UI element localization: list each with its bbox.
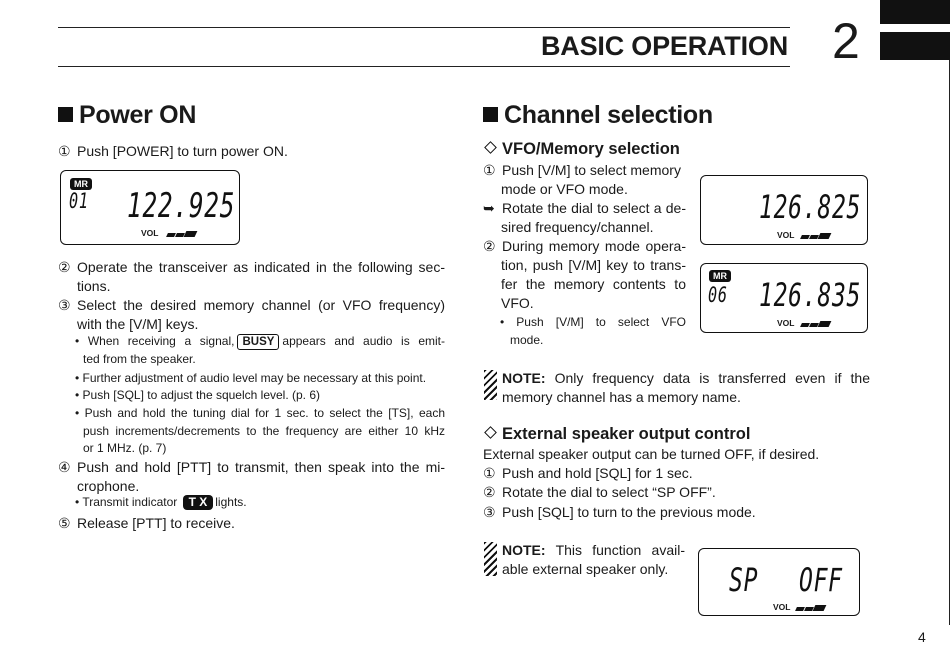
note-hatch-icon xyxy=(484,542,497,576)
bullet-tuning-step: • Push and hold the tuning dial for 1 sec. to select the [TS], each push increments/decrements to the frequency are either 10 kHz or 1 MHz. (p. 7) xyxy=(75,406,445,455)
header-rule-bottom xyxy=(58,66,790,67)
vol-bars-icon xyxy=(801,321,830,327)
diamond-bullet-icon xyxy=(484,426,497,439)
page-number: 4 xyxy=(918,629,926,645)
note-external-speaker: NOTE: This function avail- able external speaker only. xyxy=(502,542,685,577)
lcd-frequency: 122.925 xyxy=(127,186,236,226)
ext-step-1: ① Push and hold [SQL] for 1 sec. xyxy=(483,465,693,481)
vol-label: VOL xyxy=(777,230,795,240)
lcd-channel: 01 xyxy=(69,189,89,213)
step-5: ⑤ Release [PTT] to receive. xyxy=(58,515,235,531)
mr-badge: MR xyxy=(709,270,731,282)
vfo-step-2: ② During memory mode opera- tion, push [V/M] key to trans- fer the memory contents to VFO. xyxy=(483,238,686,311)
square-bullet-icon xyxy=(483,107,498,122)
step-4: ④ Push and hold [PTT] to transmit, then speak into the mi- crophone. xyxy=(58,459,445,494)
step-2: ② Operate the transceiver as indicated in the following sec- tions. xyxy=(58,259,445,294)
bullet-audio-level: • Further adjustment of audio level may be necessary at this point. xyxy=(75,371,427,385)
step-1: ① Push [POWER] to turn power ON. xyxy=(58,143,288,159)
step-3: ③ Select the desired memory channel (or VFO frequency) with the [V/M] keys. xyxy=(58,297,445,332)
lcd-frequency: 126.825 xyxy=(759,188,862,226)
vol-label: VOL xyxy=(777,318,795,328)
note-memory-name: NOTE: Only frequency data is transferred even if the memory channel has a memory name. xyxy=(502,370,871,405)
lcd-display-memory-transfer xyxy=(700,263,868,333)
lcd-display-sp-off xyxy=(698,548,860,616)
ext-intro: External speaker output can be turned OFF, if desired. xyxy=(483,446,820,462)
subheading-external-speaker: External speaker output control xyxy=(483,425,750,444)
bullet-busy: • When receiving a signal, BUSY appears and audio is emit- ted from the speaker. xyxy=(75,334,445,366)
vol-bars-icon xyxy=(167,231,196,237)
vol-label: VOL xyxy=(141,228,159,238)
vol-label: VOL xyxy=(773,602,791,612)
bullet-transmit: • Transmit indicator T X lights. xyxy=(75,495,247,509)
note-hatch-icon xyxy=(484,370,497,400)
tx-indicator-icon: T X xyxy=(183,495,214,510)
diamond-bullet-icon xyxy=(484,141,497,154)
bullet-squelch: • Push [SQL] to adjust the squelch level. (p. 6) xyxy=(75,388,321,402)
lcd-sp-text: SP xyxy=(729,561,759,599)
lcd-off-text: OFF xyxy=(799,561,843,599)
vol-bars-icon xyxy=(796,605,825,611)
square-bullet-icon xyxy=(58,107,73,122)
lcd-display-vfo xyxy=(700,175,868,245)
lcd-frequency: 126.835 xyxy=(759,276,862,314)
chapter-tab-bar xyxy=(880,0,950,24)
vol-bars-icon xyxy=(801,233,830,239)
chapter-title: BASIC OPERATION xyxy=(540,31,788,61)
header-rule-top xyxy=(58,27,790,28)
vfo-arrow-step: ➥ Rotate the dial to select a de- sired frequency/channel. xyxy=(483,200,686,235)
lcd-channel: 06 xyxy=(708,283,728,307)
ext-step-2: ② Rotate the dial to select “SP OFF”. xyxy=(483,484,716,500)
section-heading-channel-selection: Channel selection xyxy=(483,101,713,130)
chapter-number: 2 xyxy=(832,13,860,69)
subheading-vfo-memory: VFO/Memory selection xyxy=(483,140,680,159)
lcd-display-memory xyxy=(60,170,240,245)
arrow-icon: ➥ xyxy=(483,200,495,216)
ext-step-3: ③ Push [SQL] to turn to the previous mode. xyxy=(483,504,756,520)
section-heading-power-on: Power ON xyxy=(58,101,196,130)
mr-badge: MR xyxy=(70,178,92,190)
vfo-bullet: • Push [V/M] to select VFO mode. xyxy=(500,315,686,347)
busy-indicator-icon: BUSY xyxy=(237,334,279,350)
chapter-tab-bar xyxy=(880,32,950,60)
vfo-step-1: ① Push [V/M] to select memory mode or VFO mode. xyxy=(483,162,681,197)
